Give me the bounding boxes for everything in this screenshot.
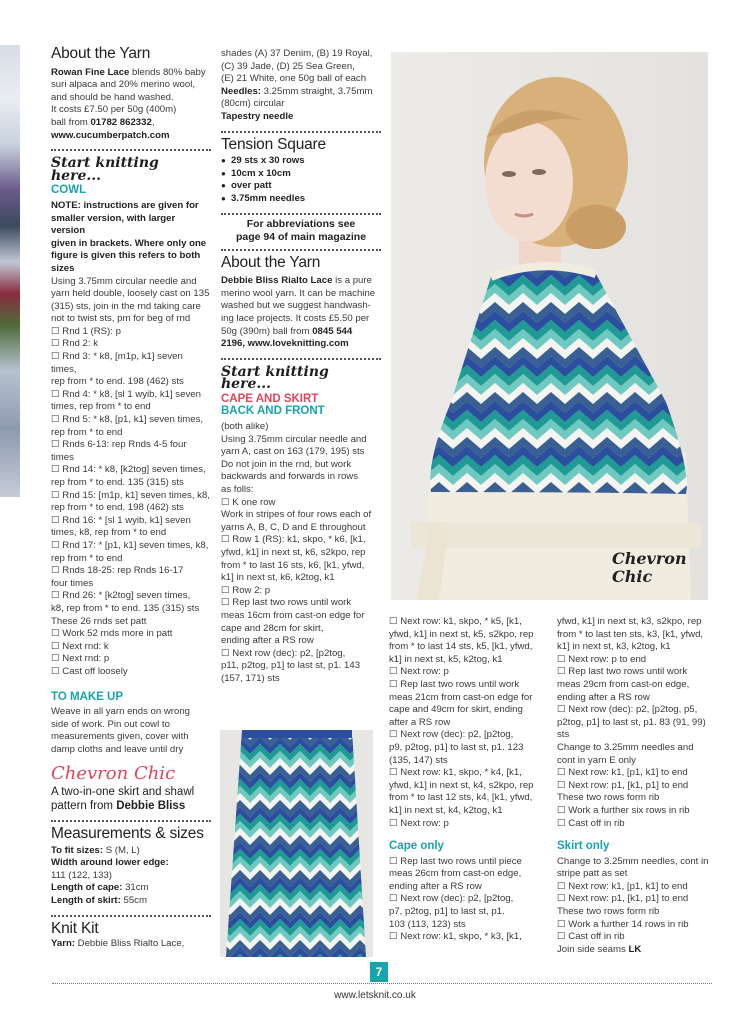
instruction-line: rep from * to end. 198 (462) sts xyxy=(51,502,184,514)
instruction-line: ☐ Cast off loosely xyxy=(51,665,128,677)
tension-item: ● 29 sts x 30 rows xyxy=(221,155,381,168)
cape-only-instructions xyxy=(389,856,551,944)
dotted-divider xyxy=(221,213,381,215)
instruction-line: ☐ Rnd 3: * k8, [m1p, k1] seven times, xyxy=(51,351,183,375)
instruction-line: ☐ Next row: k1, skpo, * k5, [k1, xyxy=(389,616,522,627)
instruction-line: ☐ Row 1 (RS): k1, skpo, * k6, [k1, xyxy=(221,534,366,546)
instruction-line: ☐ Rnd 1 (RS): p xyxy=(51,325,121,337)
instruction-line: ☐ Next rnd: p xyxy=(51,653,110,665)
instruction-line: yarn held double, loosely cast on 135 xyxy=(51,288,210,300)
tension-item: ● 3.75mm needles xyxy=(221,193,381,206)
cape-only-heading: Cape only xyxy=(389,840,444,853)
instruction-line: yfwd, k1] in next st, k3, s2kpo, rep xyxy=(557,616,702,627)
instruction-line: ☐ Rnds 6-13: rep Rnds 4-5 four times xyxy=(51,439,187,463)
instruction-line: p9, p2tog, p1] to last st, p1. 123 xyxy=(389,741,524,753)
instruction-line: ☐ Cast off in rib xyxy=(557,817,625,829)
tension-square-heading: Tension Square xyxy=(221,135,326,153)
instruction-line: ☐ Next row: p to end xyxy=(557,653,647,665)
instruction-line: cape and 49cm for skirt, ending xyxy=(389,704,523,716)
start-knitting-heading-2: Start knitting here... xyxy=(221,363,329,393)
instruction-line: cape and 28cm for skirt, xyxy=(221,622,324,634)
instruction-line: ☐ Next row: p1, [k1, p1] to end xyxy=(557,893,689,905)
abbreviations-note: For abbreviations see page 94 of main magazine xyxy=(235,217,367,243)
knit-kit-heading: Knit Kit xyxy=(51,919,99,937)
column-3 xyxy=(389,616,551,944)
instruction-line: as folls: xyxy=(221,484,254,496)
back-and-front-heading: BACK AND FRONT xyxy=(221,405,325,418)
instruction-line: p2tog, p1] to last st, p1. 83 (91, 99) sts xyxy=(557,716,706,741)
instruction-line: ☐ Rnd 16: * [sl 1 wyib, k1] seven xyxy=(51,514,191,526)
intro-text: A two-in-one skirt and shawl pattern from Debbie Bliss xyxy=(51,786,195,813)
instruction-line: cont in yarn E only xyxy=(557,754,636,766)
instruction-line: ☐ Row 2: p xyxy=(221,584,271,596)
yarn-text: Yarn: Debbie Bliss Rialto Lace, xyxy=(51,938,185,950)
instruction-line: ☐ Work a further 14 rows in rib xyxy=(557,918,689,930)
instruction-line: ☐ Work a further six rows in rib xyxy=(557,804,690,816)
instruction-line: ☐ Rnd 14: * k8, [k2tog] seven times, xyxy=(51,464,206,476)
measurements-heading: Measurements & sizes xyxy=(51,825,204,843)
dotted-divider xyxy=(221,358,381,360)
instruction-line: ☐ Rep last two rows until piece xyxy=(389,855,522,867)
instruction-line: ☐ Rep last two rows until work xyxy=(389,678,520,690)
instruction-line: (157, 171) sts xyxy=(221,672,280,684)
instruction-line: ending after a RS row xyxy=(389,880,482,892)
skirt-photo xyxy=(220,730,373,957)
instruction-line: ☐ Next row: p xyxy=(389,666,449,678)
about-yarn-text-2: Debbie Bliss Rialto Lace is a pure merino wool yarn. It can be machine washed but we suggest handwash- ing lace projects. It costs £5.50 per 50g (390m) ball from 0845 544 2196, www.loveknitting.com xyxy=(221,275,376,350)
instruction-line: stripe patt as set xyxy=(557,868,628,880)
cucumberpatch-link[interactable]: www.cucumberpatch.com xyxy=(51,129,170,141)
instruction-line: yfwd, k1] in next st, k4, s2kpo, rep xyxy=(389,779,534,791)
instruction-line: ☐ Next row: k1, [p1, k1] to end xyxy=(557,880,688,892)
skirt-only-heading: Skirt only xyxy=(557,840,610,853)
make-up-text: Weave in all yarn ends on wrong side of work. Pin out cowl to measurements given, cover with damp cloths and leave until dry xyxy=(51,706,191,755)
start-knitting-heading: Start knitting here... xyxy=(51,155,159,184)
instruction-line: p11, p2tog, p1] to last st, p1. 143 xyxy=(221,660,361,672)
instruction-line: ☐ Next row (dec): p2, [p2tog, p5, xyxy=(557,704,698,716)
instruction-line: ☐ Rnd 4: * k8, [sl 1 wyib, k1] seven xyxy=(51,388,201,400)
instruction-line: from * to last 16 sts, k6, [k1, yfwd, xyxy=(221,559,365,571)
instruction-line: from * to last 12 sts, k4, [k1, yfwd, xyxy=(389,792,533,804)
model-wearing-cape-illustration xyxy=(391,52,708,600)
column-4 xyxy=(557,616,717,956)
instruction-line: rep from * to end. 198 (462) sts xyxy=(51,376,184,388)
instruction-line: yfwd, k1] in next st, k6, s2kpo, rep xyxy=(221,547,366,558)
note-text: NOTE: instructions are given for smaller version, with larger version given in brackets. Where only one figure is given this refers to both sizes xyxy=(51,199,207,274)
dotted-divider xyxy=(51,915,211,917)
instruction-line: meas 26cm from cast-on edge, xyxy=(389,868,522,880)
instruction-line: from * to last 14 sts, k5, [k1, yfwd, xyxy=(389,641,533,653)
instruction-line: times, k8, rep from * to end xyxy=(51,527,167,539)
loveknitting-link[interactable]: , www.loveknitting.com xyxy=(242,338,349,350)
instruction-line: ☐ Rnd 15: [m1p, k1] seven times, k8, xyxy=(51,489,210,501)
instruction-line: meas 29cm from cast-on edge, xyxy=(557,678,690,690)
both-alike-note: (both alike) xyxy=(221,421,269,433)
instruction-line: ☐ Rnd 5: * k8, [p1, k1] seven times, xyxy=(51,414,204,426)
instruction-line: meas 21cm from cast-on edge for xyxy=(389,691,533,703)
cape-finish-instructions xyxy=(557,616,717,830)
instruction-line: k8, rep from * to end. 135 (315) sts xyxy=(51,602,200,614)
page-number: 7 xyxy=(370,962,388,982)
instruction-line: (135, 147) sts xyxy=(389,754,448,766)
instruction-line: yarns A, B, C, D and E throughout xyxy=(221,521,366,533)
photo-caption: Chevron Chic xyxy=(612,549,687,586)
tension-item: ● over patt xyxy=(221,180,381,193)
instruction-line: ☐ Rep last two rows until work xyxy=(557,666,688,678)
instruction-line: ☐ Rnds 18-25: rep Rnds 16-17 xyxy=(51,565,184,577)
dotted-divider xyxy=(221,131,381,133)
instruction-line: backwards and forwards in rows xyxy=(221,471,359,483)
cape-and-skirt-heading: CAPE AND SKIRT xyxy=(221,392,319,405)
instruction-line: These 26 rnds set patt xyxy=(51,615,147,627)
instruction-line: Change to 3.25mm needles and xyxy=(557,741,694,753)
instruction-line: ☐ Next row: p1, [k1, p1] to end xyxy=(557,779,689,791)
about-yarn-heading-2: About the Yarn xyxy=(221,253,321,271)
cowl-instructions xyxy=(51,276,211,679)
instruction-line: four times xyxy=(51,577,94,589)
instruction-line: after a RS row xyxy=(389,716,451,728)
instruction-line: These two rows form rib xyxy=(557,906,660,918)
footer-url[interactable]: www.letsknit.co.uk xyxy=(334,990,416,1001)
tension-list xyxy=(221,155,381,205)
cowl-heading: COWL xyxy=(51,184,87,197)
instruction-line: 103 (113, 123) sts xyxy=(389,918,466,930)
instruction-line: k1] in next st, k6, k2tog, k1 xyxy=(221,572,335,584)
column-1 xyxy=(51,45,211,951)
footer-divider xyxy=(52,983,712,984)
make-up-heading: TO MAKE UP xyxy=(51,690,123,703)
chevron-chic-title: Chevron Chic xyxy=(51,763,176,785)
instruction-line: meas 16cm from cast-on edge for xyxy=(221,609,365,621)
instruction-line: ☐ Rnd 2: k xyxy=(51,338,98,350)
instruction-line: These two rows form rib xyxy=(557,792,660,804)
instruction-line: Do not join in the rnd, but work xyxy=(221,458,352,470)
instruction-line: not to twist sts, pm for beg of rnd xyxy=(51,313,191,325)
measurements-text: To fit sizes: S (M, L) Width around lower edge: 111 (122, 133) Length of cape: 31cm Length of skirt: 55cm xyxy=(51,844,169,907)
instruction-line: ☐ Next row (dec): p2, [p2tog, xyxy=(389,729,514,741)
instruction-line: rep from * to end xyxy=(51,552,123,564)
instruction-line: ☐ Next row: p xyxy=(389,817,449,829)
instruction-line: yfwd, k1] in next st, k5, s2kpo, rep xyxy=(389,628,534,640)
instruction-line: ☐ Next rnd: k xyxy=(51,640,109,652)
shades-text: shades (A) 37 Denim, (B) 19 Royal, (C) 39 Jade, (D) 25 Sea Green, (E) 21 White, one 50g ball of each Needles: 3.25mm straight, 3.75mm (80cm) circular Tapestry needle xyxy=(221,48,373,122)
skirt-illustration xyxy=(220,730,373,957)
tension-item: ● 10cm x 10cm xyxy=(221,168,381,181)
instruction-line: k1] in next st, k3, k2tog, k1 xyxy=(557,641,671,653)
cape-skirt-instructions xyxy=(221,434,381,686)
instruction-line: Work in stripes of four rows each of xyxy=(221,509,372,521)
about-yarn-text: Rowan Fine Lace blends 80% baby suri alpaca and 20% merino wool, and should be hand washed. It costs £7.50 per 50g (400m) ball from 01782 862332, www.cucumberpatch.com xyxy=(51,67,211,143)
instruction-line: k1] in next st, k4, k2tog, k1 xyxy=(389,804,503,816)
flower-photo-strip xyxy=(0,45,20,497)
skirt-only-instructions xyxy=(557,856,717,944)
instruction-line: ending after a RS row xyxy=(221,635,314,647)
dotted-divider xyxy=(51,820,211,822)
instruction-line: ☐ Rep last two rows until work xyxy=(221,597,352,609)
instruction-line: (315) sts, join in the rnd taking care xyxy=(51,300,201,312)
instruction-line: k1] in next st, k5, k2tog, k1 xyxy=(389,653,503,665)
dotted-divider xyxy=(51,149,211,151)
instruction-line: Using 3.75mm circular needle and xyxy=(221,433,367,445)
instruction-line: Change to 3.25mm needles, cont in xyxy=(557,855,709,867)
instruction-line: from * to last ten sts, k3, [k1, yfwd, xyxy=(557,628,704,640)
cape-skirt-instructions-cont xyxy=(389,616,551,830)
join-seams-text: Join side seams LK xyxy=(557,943,642,955)
column-2 xyxy=(221,48,381,686)
instruction-line: ☐ Next row (dec): p2, [p2tog, xyxy=(389,893,514,905)
instruction-line: ☐ Work 52 rnds more in patt xyxy=(51,628,173,640)
instruction-line: Using 3.75mm circular needle and xyxy=(51,275,197,287)
instruction-line: times, rep from * to end xyxy=(51,401,151,413)
instruction-line: ☐ Next row: k1, [p1, k1] to end xyxy=(557,767,688,779)
dotted-divider xyxy=(221,249,381,251)
instruction-line: ☐ Rnd 17: * [p1, k1] seven times, k8, xyxy=(51,539,209,551)
instruction-line: ☐ Next row: k1, skpo, * k4, [k1, xyxy=(389,767,522,779)
instruction-line: ☐ Next row: k1, skpo, * k3, [k1, xyxy=(389,931,522,943)
instruction-line: ending after a RS row xyxy=(557,691,650,703)
instruction-line: rep from * to end. 135 (315) sts xyxy=(51,477,184,488)
instruction-line: ☐ Rnd 26: * [k2tog] seven times, xyxy=(51,590,191,602)
instruction-line: rep from * to end xyxy=(51,426,123,438)
instruction-line: yarn A, cast on 163 (179, 195) sts xyxy=(221,446,365,458)
instruction-line: p7, p2tog, p1] to last st, p1. xyxy=(389,906,505,918)
about-yarn-heading: About the Yarn xyxy=(51,45,151,62)
instruction-line: ☐ Cast off in rib xyxy=(557,931,625,943)
instruction-line: ☐ Next row (dec): p2, [p2tog, xyxy=(221,647,346,659)
instruction-line: ☐ K one row xyxy=(221,496,276,508)
main-photo xyxy=(391,52,708,600)
